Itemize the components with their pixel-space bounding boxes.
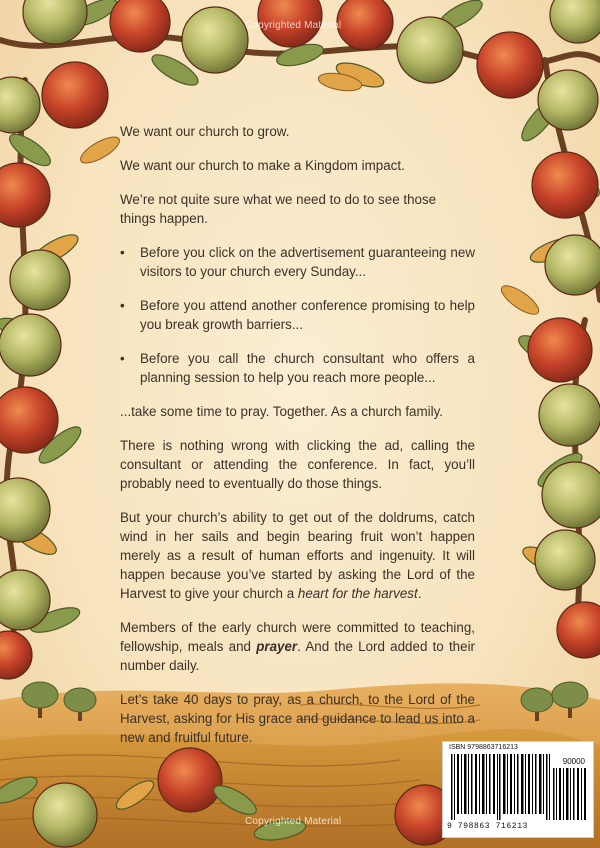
paragraph: [120, 618, 475, 675]
barcode-bars: [451, 754, 551, 820]
bullet-text: Before you click on the advertisement guaranteeing new visitors to your church every Sunday...: [140, 245, 475, 279]
isbn-label: ISBN 9798863716213: [449, 744, 518, 751]
paragraph: There is nothing wrong with clicking the ad, calling the consultant or attending the conference. In fact, you’ll probably need to eventually do those things.: [120, 438, 475, 491]
isbn-barcode: [442, 741, 594, 838]
paragraph: We want our church to grow.: [120, 124, 290, 139]
bullet-item: [120, 243, 475, 281]
bullet-item: [120, 349, 475, 387]
paragraph: Let’s take 40 days to pray, as a church, to the Lord of the Harvest, asking for His grace and guidance to lead us into a new and fruitful future.: [120, 692, 475, 745]
bullet-text: Before you attend another conference promising to help you break growth barriers...: [140, 298, 475, 332]
paragraph-end: .: [417, 586, 422, 601]
paragraph: We want our church to make a Kingdom impact.: [120, 158, 405, 173]
isbn-digits: 9 798863 716213: [447, 822, 529, 831]
bullet-item: [120, 296, 475, 334]
paragraph: We’re not quite sure what we need to do to see those things happen.: [120, 192, 437, 226]
apples-right: [528, 152, 600, 658]
watermark-bottom: Copyrighted Material: [245, 816, 342, 827]
paragraph-text: Members of the early church were committed to teaching, fellowship, meals and: [120, 620, 475, 654]
bullet-icon: •: [120, 245, 125, 260]
emphasis-text: prayer: [256, 639, 298, 654]
emphasis-text: heart for the harvest: [297, 586, 418, 601]
price-code: 90000: [562, 757, 585, 766]
paragraph-end: . And the Lord added to their number daily.: [120, 639, 476, 673]
bullet-icon: •: [120, 298, 125, 313]
back-cover-text: [120, 122, 475, 762]
paragraph: [120, 508, 475, 603]
watermark-top: Copyrighted Material: [245, 20, 342, 31]
paragraph-text: But your church’s ability to get out of the doldrums, catch wind in her sails and begin bearing fruit won’t happen merely as a result of human efforts and ingenuity. It will happen because you’ve started by asking the Lord of the Harvest to give your church a: [120, 510, 475, 601]
bullet-icon: •: [120, 351, 125, 366]
bullet-text: Before you call the church consultant who offers a planning session to help you reach more people...: [140, 351, 475, 385]
paragraph: ...take some time to pray. Together. As a church family.: [120, 404, 444, 419]
price-barcode-bars: [553, 768, 587, 820]
